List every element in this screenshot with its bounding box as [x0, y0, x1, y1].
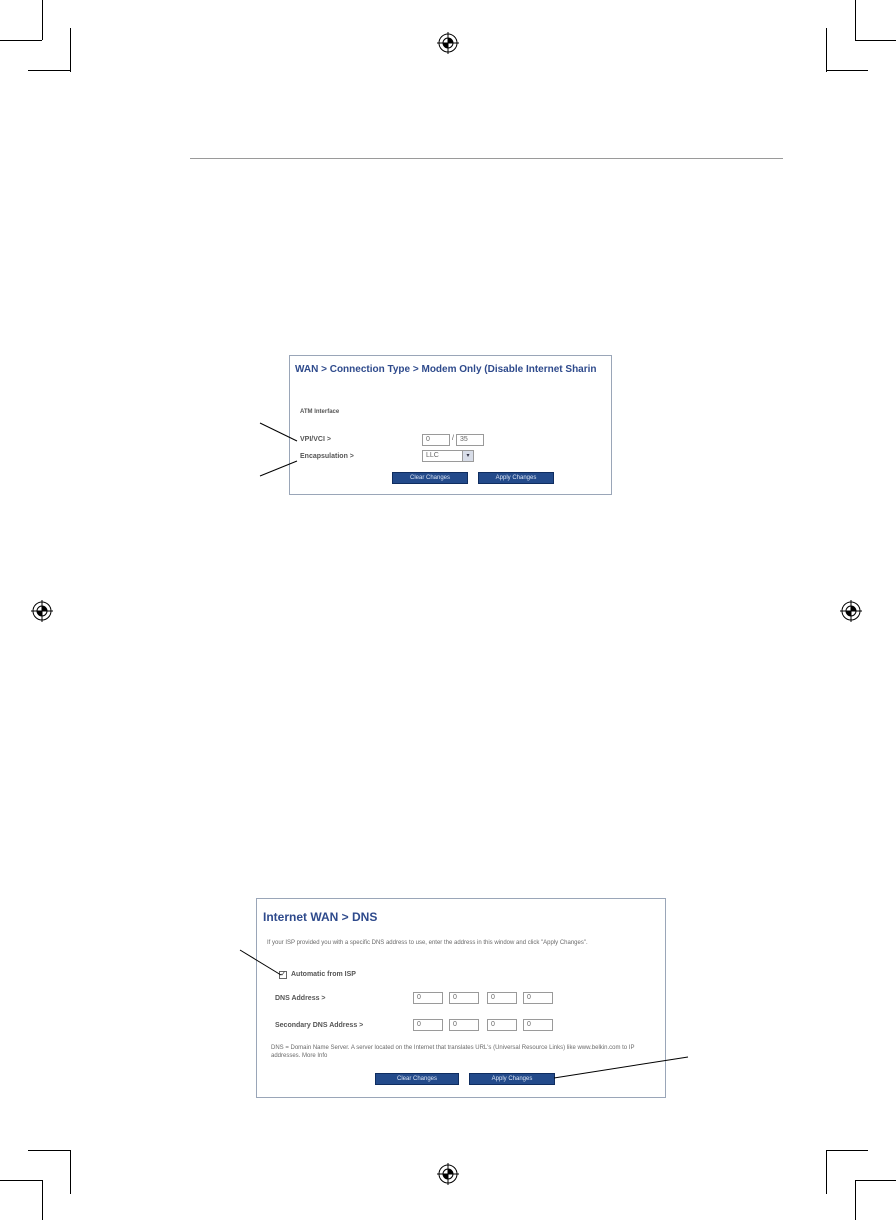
apply-changes-button[interactable]: Apply Changes	[478, 472, 554, 484]
encapsulation-value: LLC	[426, 452, 439, 459]
secondary-dns-octet-input[interactable]: 0	[487, 1019, 517, 1031]
callout-line	[554, 1057, 688, 1078]
dns-octet-input[interactable]: 0	[413, 992, 443, 1004]
secondary-dns-address-label: Secondary DNS Address >	[275, 1022, 364, 1029]
dns-octet-input[interactable]: 0	[523, 992, 553, 1004]
callout-line	[260, 423, 297, 441]
atm-interface-label: ATM Interface	[300, 409, 340, 415]
slash-separator: /	[452, 435, 454, 442]
dns-intro-text: If your ISP provided you with a specific DNS address to use, enter the address in this window and click "Apply Changes".	[267, 940, 588, 946]
encapsulation-label: Encapsulation >	[300, 453, 354, 460]
callout-line	[260, 461, 297, 476]
secondary-dns-octet-input[interactable]: 0	[449, 1019, 479, 1031]
panel-title: Internet WAN > DNS	[263, 910, 378, 924]
dns-address-label: DNS Address >	[275, 995, 326, 1002]
automatic-from-isp-checkbox[interactable]: ✓	[280, 971, 286, 978]
vci-input[interactable]: 35	[456, 434, 484, 446]
vpi-input[interactable]: 0	[422, 434, 450, 446]
automatic-from-isp-label: Automatic from ISP	[291, 971, 356, 978]
secondary-dns-octet-input[interactable]: 0	[523, 1019, 553, 1031]
dns-octet-input[interactable]: 0	[487, 992, 517, 1004]
secondary-dns-octet-input[interactable]: 0	[413, 1019, 443, 1031]
clear-changes-button[interactable]: Clear Changes	[375, 1073, 459, 1085]
clear-changes-button[interactable]: Clear Changes	[392, 472, 468, 484]
chevron-down-icon[interactable]: ▾	[462, 451, 473, 461]
panel-title: WAN > Connection Type > Modem Only (Disable Internet Sharin	[295, 364, 597, 375]
apply-changes-button[interactable]: Apply Changes	[469, 1073, 555, 1085]
callout-line	[240, 950, 281, 975]
dns-footnote-text: DNS = Domain Name Server. A server located on the Internet that translates URL's (Universal Resource Links) like www.belkin.com to IP addresses. More Info	[271, 1045, 635, 1059]
vpi-vci-label: VPI/VCI >	[300, 436, 331, 443]
dns-octet-input[interactable]: 0	[449, 992, 479, 1004]
